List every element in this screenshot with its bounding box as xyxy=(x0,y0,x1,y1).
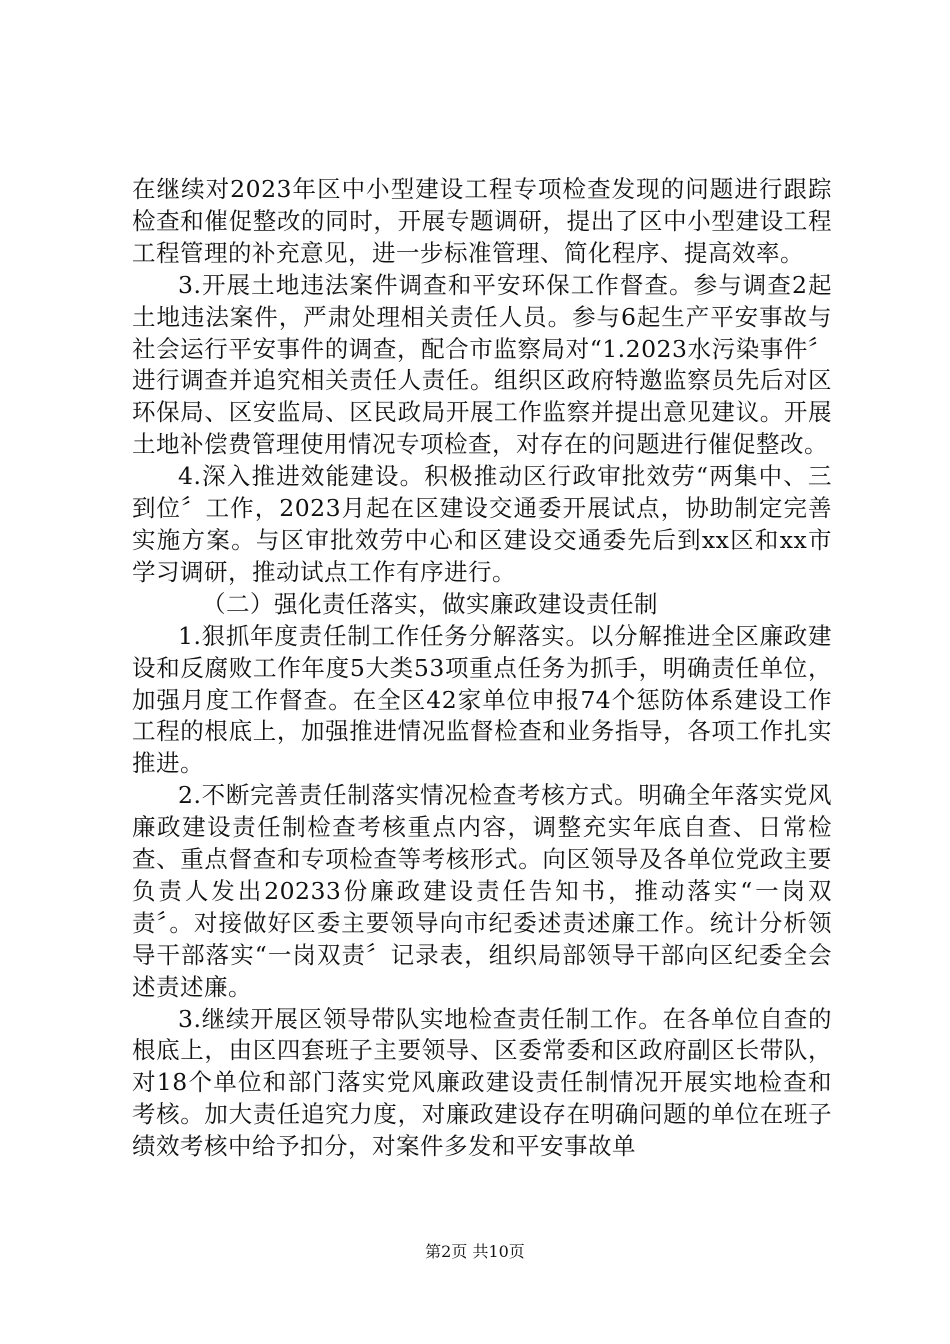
paragraph-land-violation: 3.开展土地违法案件调查和平安环保工作督查。参与调查2起土地违法案件，严肃处理相关责任人员。参与6起生产平安事故与社会运行平安事件的调查，配合市监察局对“1.2023水污染事件〞进行调查并追究相关责任人责任。组织区政府特邀监察员先后对区环保局、区安监局、区民政局开展工作监察并提出意见建议。开展土地补偿费管理使用情况专项检查，对存在的问题进行催促整改。 xyxy=(132,270,832,459)
paragraph-continuation: 在继续对2023年区中小型建设工程专项检查发现的问题进行跟踪检查和催促整改的同时，开展专题调研，提出了区中小型建设工程工程管理的补充意见，进一步标准管理、简化程序、提高效率。 xyxy=(132,175,832,267)
paragraph-field-inspection: 3.继续开展区领导带队实地检查责任制工作。在各单位自查的根底上，由区四套班子主要领导、区委常委和区政府副区长带队，对18个单位和部门落实党风廉政建设责任制情况开展实地检查和考核。加大责任追究力度，对廉政建设存在明确问题的单位在班子绩效考核中给予扣分，对案件多发和平安事故单 xyxy=(132,1004,832,1161)
page-number-footer: 第2页 共10页 xyxy=(425,1242,525,1261)
paragraph-efficiency: 4.深入推进效能建设。积极推动区行政审批效劳“两集中、三到位〞工作，2023月起在区建设交通委开展试点，协助制定完善实施方案。与区审批效劳中心和区建设交通委先后到xx区和xx市学习调研，推动试点工作有序进行。 xyxy=(132,462,832,586)
paragraph-assessment: 2.不断完善责任制落实情况检查考核方式。明确全年落实党风廉政建设责任制检查考核重点内容，调整充实年底自查、日常检查、重点督查和专项检查等考核形式。向区领导及各单位党政主要负责人发出20233份廉政建设责任告知书，推动落实“一岗双责〞。对接做好区委主要领导向市纪委述责述廉工作。统计分析领导干部落实“一岗双责〞记录表，组织局部领导干部向区纪委全会述责述廉。 xyxy=(132,781,832,1001)
paragraph-task-breakdown: 1.狠抓年度责任制工作任务分解落实。以分解推进全区廉政建设和反腐败工作年度5大类53项重点任务为抓手，明确责任单位，加强月度工作督查。在全区42家单位申报74个惩防体系建设工作工程的根底上，加强推进情况监督检查和业务指导，各项工作扎实推进。 xyxy=(132,621,832,778)
section-heading: （二）强化责任落实，做实廉政建设责任制 xyxy=(202,589,658,618)
document-body xyxy=(132,174,832,1163)
